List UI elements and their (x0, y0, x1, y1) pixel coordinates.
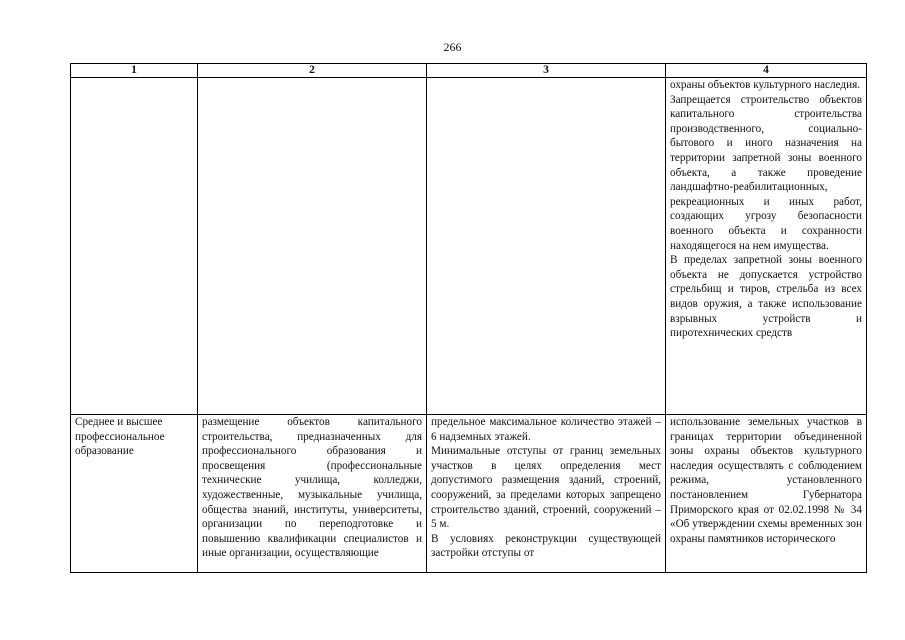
table-header-row (71, 64, 867, 78)
cell-r2-c2 (198, 415, 427, 573)
use-type-label: Среднее и высшее профессиональное образование (75, 416, 165, 458)
header-col-1: 1 (71, 64, 198, 78)
restriction-para-1: охраны объектов культурного наследия. (670, 79, 861, 91)
header-col-4: 4 (666, 64, 867, 78)
cell-r2-c1 (71, 415, 198, 573)
restriction-para-2: Запрещается строительство объектов капитального строительства производственного, социально-бытового и иного назначения на территории запретной зоны военного объекта, а также проведение ландшафтно-реабилитационных, рекреационных и иных работ, создающих угрозу безопасности военного объекта и сохранности находящегося на нем имущества. (670, 93, 862, 252)
header-col-2: 2 (198, 64, 427, 78)
param-para-2: Минимальные отступы от границ земельных участков в целях определения мест допустимого размещения зданий, строений, сооружений, за пределами которых запрещено строительство зданий, строений, сооружений – 5 м. (431, 445, 661, 531)
param-para-3: В условиях реконструкции существующей застройки отступы от (431, 532, 661, 560)
cell-r1-c2 (198, 78, 427, 415)
header-col-3: 3 (427, 64, 666, 78)
cell-r1-c1 (71, 78, 198, 415)
page-number: 266 (443, 40, 462, 54)
cell-r1-c4 (666, 78, 867, 415)
parameters-block (431, 415, 661, 572)
cell-r2-c4 (666, 415, 867, 573)
table-row (71, 78, 867, 415)
param-para-1: предельное максимальное количество этажей – 6 надземных этажей. (431, 416, 661, 443)
cell-r1-c3 (427, 78, 666, 415)
restriction-text: использование земельных участков в границах территории объединенной зоны охраны объектов культурного наследия осуществлять с соблюдением режима, установленного постановлением Губернатора Приморского края от 02.02.1998 № 34 «Об утверждении схемы временных зон охраны памятников исторического (670, 416, 862, 545)
table-row (71, 415, 867, 573)
restriction-para-3: В пределах запретной зоны военного объекта не допускается устройство стрельбищ и тиров, стрельба из всех видов оружия, а также использование взрывных устройств и пиротехнических средств (670, 254, 862, 340)
cell-r2-c3 (427, 415, 666, 573)
zoning-table (70, 63, 867, 573)
use-description: размещение объектов капитального строительства, предназначенных для профессионального образования и просвещения (профессиональные технические училища, колледжи, художественные, музыкальные училища, общества знаний, институты, университеты, организации по переподготовке и повышению квалификации специалистов и иные организации, осуществляющие (202, 416, 422, 560)
